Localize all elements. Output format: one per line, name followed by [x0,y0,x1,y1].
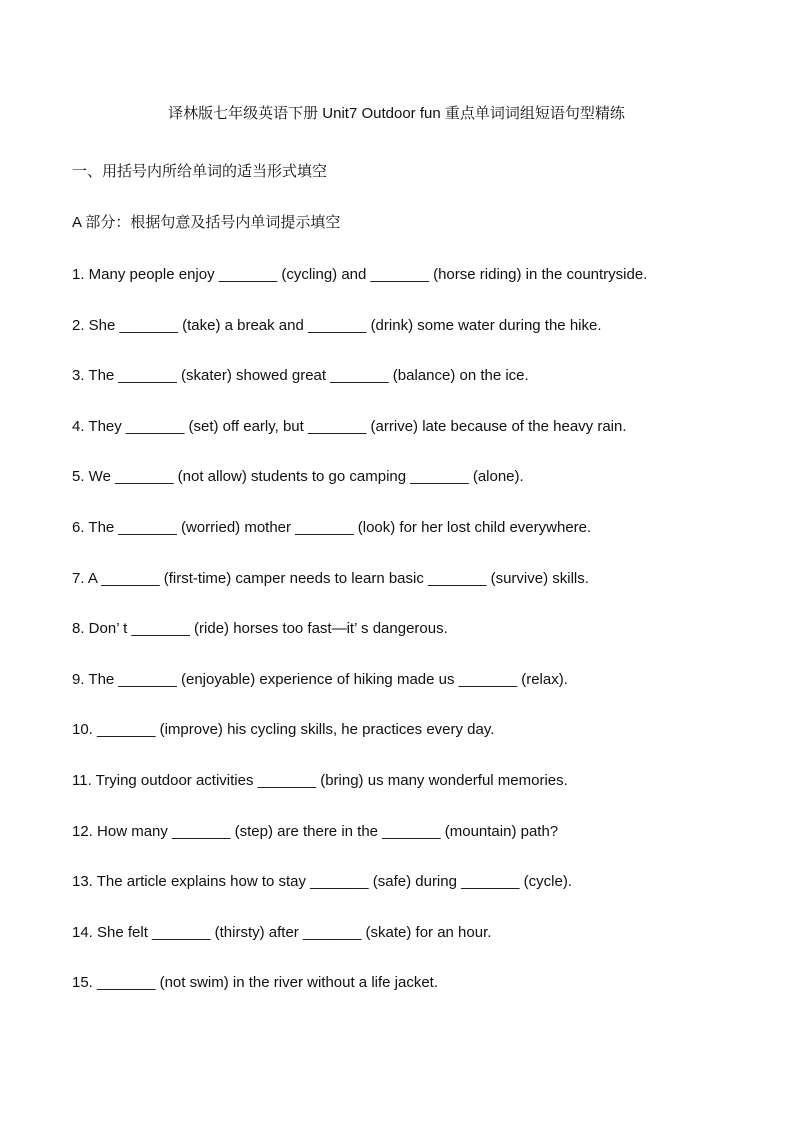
question-item-13: 13. The article explains how to stay _______ (safe) during _______ (cycle). [72,873,573,891]
question-item-4: 4. They _______ (set) off early, but _______ (arrive) late because of the heavy rain. [72,417,627,435]
question-item-10: 10. _______ (improve) his cycling skills, he practices every day. [72,721,495,739]
question-item-6: 6. The _______ (worried) mother _______ (look) for her lost child everywhere. [72,518,592,536]
question-item-11: 11. Trying outdoor activities _______ (bring) us many wonderful memories. [72,771,568,789]
question-item-9: 9. The _______ (enjoyable) experience of hiking made us _______ (relax). [72,670,568,688]
question-item-3: 3. The _______ (skater) showed great _______ (balance) on the ice. [72,367,529,385]
section-one-heading: 一、用括号内所给单词的适当形式填空 [72,163,328,180]
part-a-heading: A 部分：根据句意及括号内单词提示填空 [72,214,341,231]
question-item-15: 15. _______ (not swim) in the river without a life jacket. [72,974,439,992]
question-item-1: 1. Many people enjoy _______ (cycling) and _______ (horse riding) in the countryside. [72,266,648,283]
question-item-7: 7. A _______ (first-time) camper needs to learn basic _______ (survive) skills. [72,569,589,587]
question-item-8: 8. Don’ t _______ (ride) horses too fast—it’ s dangerous. [72,620,448,638]
question-item-5: 5. We _______ (not allow) students to go camping _______ (alone). [72,468,524,486]
question-item-2: 2. She _______ (take) a break and _______ (drink) some water during the hike. [72,316,602,334]
question-item-14: 14. She felt _______ (thirsty) after _______ (skate) for an hour. [72,923,492,941]
document-title: 译林版七年级英语下册 Unit7 Outdoor fun 重点单词词组短语句型精练 [168,105,625,122]
question-item-12: 12. How many _______ (step) are there in the _______ (mountain) path? [72,822,559,840]
